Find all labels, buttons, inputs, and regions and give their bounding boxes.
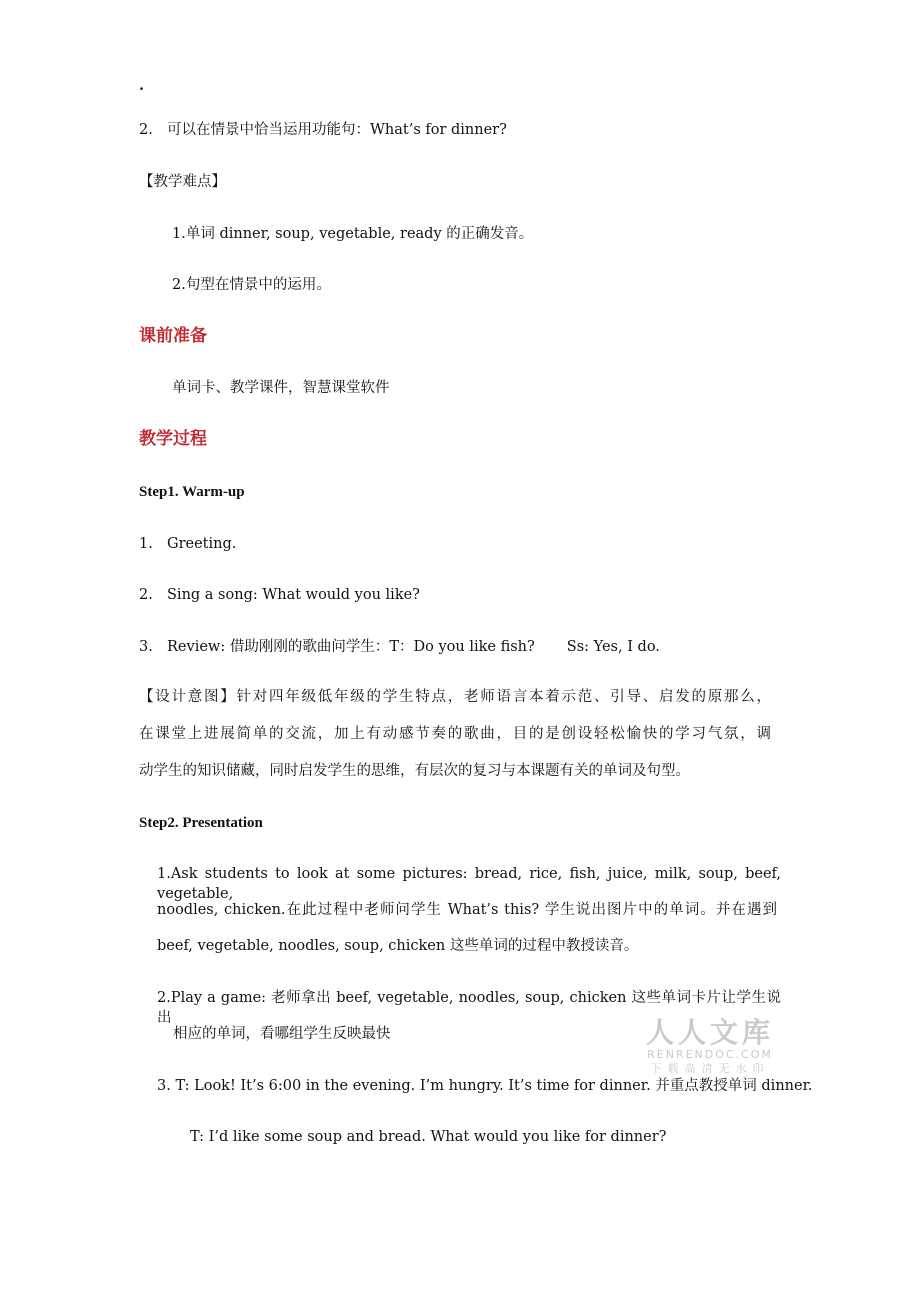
difficulty-item-1: 1.单词 dinner, soup, vegetable, ready 的正确发音。 [172,226,534,242]
preparation-text: 单词卡、教学课件，智慧课堂软件 [172,380,390,396]
step2-item-2-line-2: 相应的单词，看哪组学生反映最快 [173,1026,391,1042]
step1-item-3 [139,637,660,657]
step1-item-number: 2. [139,587,153,603]
process-heading: 教学过程 [139,429,207,449]
step1-title: Step1. Warm-up [139,484,245,500]
top-mark: . [139,77,145,94]
step2-item-2-line-1: 2.Play a game: 老师拿出 beef, vegetable, noodles, soup, chicken 这些单词卡片让学生说出 [157,990,781,1026]
design-intent-line-1: 【设计意图】针对四年级低年级的学生特点，老师语言本着示范、引导、启发的原那么， [139,689,771,705]
step2-title: Step2. Presentation [139,815,263,831]
step1-item-response: Ss: Yes, I do. [566,639,660,655]
watermark-domain: RENRENDOC.COM [647,1048,773,1061]
design-intent-line-2: 在课堂上进展简单的交流，加上有动感节奏的歌曲，目的是创设轻松愉快的学习气氛，调 [139,726,771,742]
watermark-slogan: 下载高清无水印 [650,1062,770,1075]
step1-item-2 [139,585,420,605]
step1-item-number: 1. [139,536,153,552]
step2-item-3-line: 3. T: Look! It’s 6:00 in the evening. I’m hungry. It’s time for dinner. 并重点教授单词 dinner. [157,1078,813,1094]
step1-item-text: Greeting. [167,536,237,552]
step2-item-1-line-2: noodles, chicken.在此过程中老师问学生 What’s this? 学生说出图片中的单词。并在遇到 [157,902,777,918]
objective-item-text: 可以在情景中恰当运用功能句：What’s for dinner? [167,122,507,138]
step2-item-1-line-3: beef, vegetable, noodles, soup, chicken 这些单词的过程中教授读音。 [157,938,639,954]
watermark-title: 人人文库 [646,1016,775,1049]
step2-item-3-dialog: T: I’d like some soup and bread. What would you like for dinner? [190,1129,667,1145]
objective-item-2 [139,120,507,140]
step1-item-1 [139,534,236,554]
step1-item-number: 3. [139,639,153,655]
difficulty-heading: 【教学难点】 [139,174,226,190]
design-intent-line-3: 动学生的知识储藏，同时启发学生的思维，有层次的复习与本课题有关的单词及句型。 [139,763,690,779]
preparation-heading: 课前准备 [139,326,207,346]
watermark [646,1018,774,1076]
difficulty-item-2: 2.句型在情景中的运用。 [172,277,331,293]
step1-item-text: Review: 借助刚刚的歌曲问学生：T：Do you like fish? [167,639,535,655]
step1-item-text: Sing a song: What would you like? [167,587,420,603]
objective-item-number: 2. [139,122,153,138]
step2-item-1-line-1: 1.Ask students to look at some pictures: bread, rice, fish, juice, milk, soup, beef, vegetable, [157,866,781,902]
